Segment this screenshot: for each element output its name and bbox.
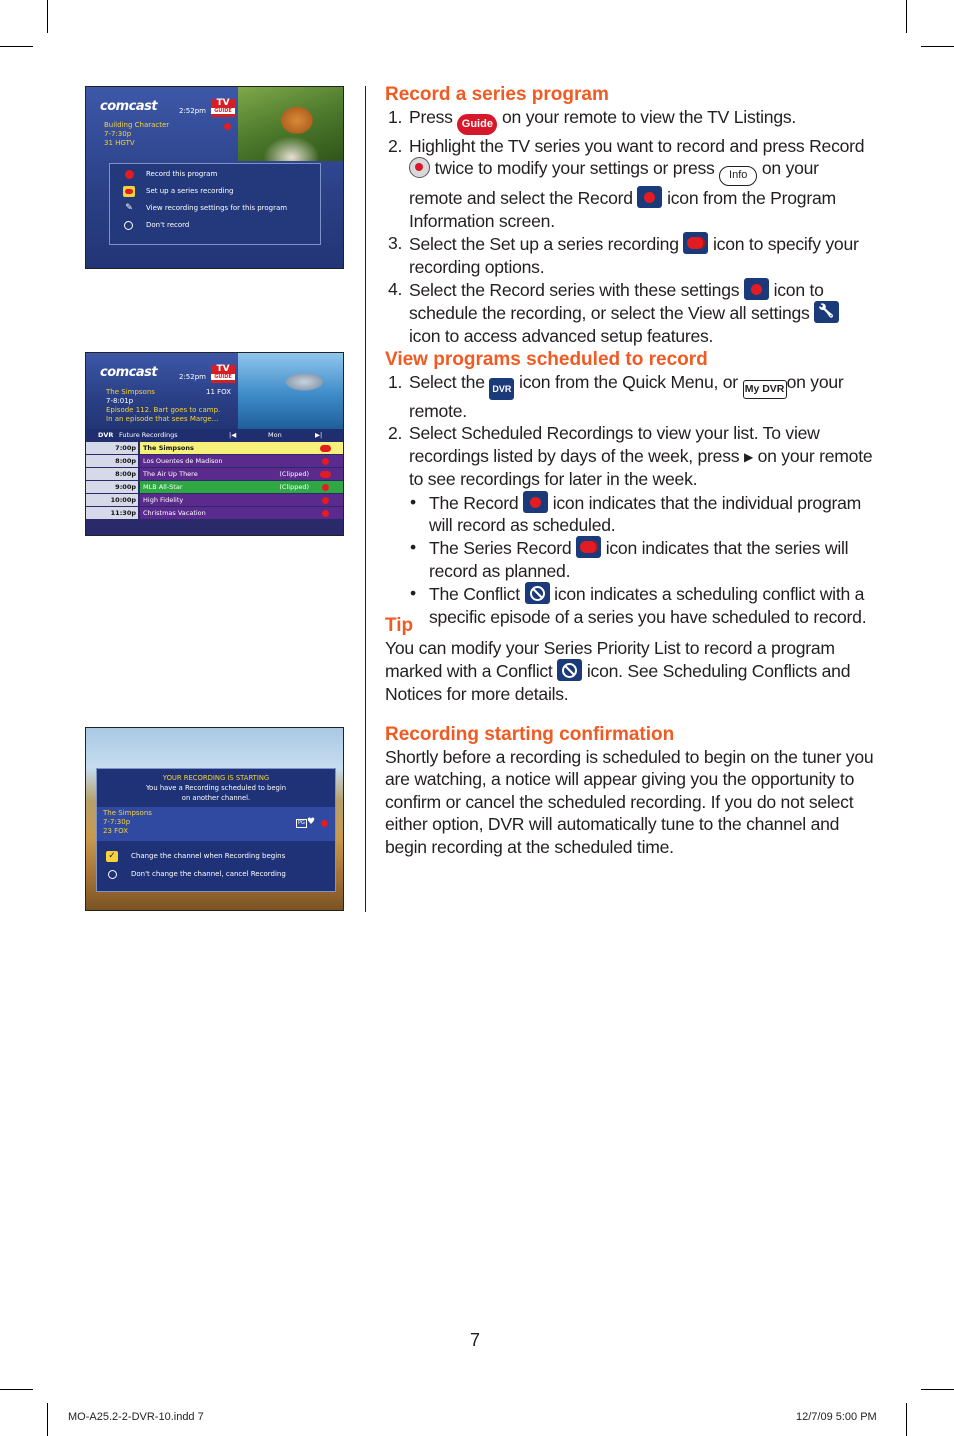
option-change-channel[interactable]: ✓ Change the channel when Recording begins [97,848,335,865]
bullet: • The Series Record icon indicates that the series will record as planned. [410,537,849,581]
program-description-2: In an episode that sees Marge... [106,415,219,423]
step: 2. Highlight the TV series you want to record and press Record twice to modify your settings or press Info on your remote and select the Record icon from the Program Information screen. [388,136,865,231]
table-row[interactable]: 11:30p Christmas Vacation [86,507,344,520]
dvr-icon: DVR [489,378,514,400]
menu-record-this[interactable]: Record this program [110,166,320,183]
footer-date: 12/7/09 5:00 PM [796,1411,877,1423]
table-row[interactable]: 8:00p Los Ouentes de Madison [86,455,344,468]
tv-guide-logo: TV GUIDE [211,365,235,383]
screenshot-record-menu [85,86,344,269]
record-button-icon [409,157,430,178]
prev-day-icon[interactable]: |◀ [229,431,237,439]
dialog-title: YOUR RECORDING IS STARTING [162,774,270,782]
program-time: 7-7:30p [103,818,131,826]
table-row[interactable]: 7:00p The Simpsons [86,442,344,455]
column-divider [365,86,366,912]
wrench-icon [814,301,839,323]
series-record-icon [123,186,135,197]
favorite-icon: ♥ [307,817,316,827]
section-heading: Tip [385,615,414,636]
record-icon [322,484,329,491]
screenshot-future-recordings [85,352,344,536]
series-record-icon [320,445,331,452]
section-heading: Record a series program [385,84,609,105]
comcast-logo: comcast [100,365,158,380]
fox-photo [238,87,344,161]
tip-text: You can modify your Series Priority List to record a program marked with a Conflict icon. See Scheduling Conflicts and Notices for more details. [385,638,851,704]
record-icon [744,278,769,300]
program-title: The Simpsons [103,809,152,817]
record-options-menu [109,163,321,245]
conflict-icon [124,221,133,230]
menu-view-settings[interactable]: ✎ View recording settings for this program [110,200,320,217]
record-icon [321,820,328,827]
step: 4. Select the Record series with these settings icon to schedule the recording, or select the View all settings 🔧 icon to access advanced setup features. [385,278,875,347]
clock: 2:52pm [179,107,206,115]
checkmark-icon: ✓ [106,851,118,862]
program-title: The Simpsons [106,388,155,396]
dolphin-photo [238,353,344,429]
conflict-icon [525,582,550,604]
program-description-1: Episode 112. Bart goes to camp. [106,406,221,414]
record-icon [322,458,329,465]
my-dvr-button-icon: My DVR [743,380,787,399]
program-time: 7-7:30p [104,130,132,138]
footer-file: MO-A25.2-2-DVR-10.indd 7 [68,1411,204,1423]
screenshot-recording-starting [85,727,344,911]
page-number: 7 [470,1330,481,1350]
conflict-icon [108,870,117,879]
tip-section [385,615,875,705]
future-recordings-bar: DVR Future Recordings |◀ Mon ▶| [86,429,344,441]
table-row[interactable]: 10:00p High Fidelity [86,494,344,507]
record-icon [523,491,548,513]
step: 1. Press Guide on your remote to view the TV Listings. [385,106,875,135]
program-channel: 11 FOX [206,388,232,396]
guide-button-icon: Guide [457,114,497,135]
record-dot [224,123,231,130]
info-button-icon: Info [719,166,757,186]
dialog-message-2: on another channel. [181,794,251,802]
program-time: 7-8:01p [106,397,134,405]
step: 2. Select Scheduled Recordings to view your list. To view recordings listed by days of the week, press ▶ on your remote to see recordings for later in the week. [388,423,873,490]
dialog-message-1: You have a Recording scheduled to begin [145,784,287,792]
clock: 2:52pm [179,373,206,381]
option-cancel-recording[interactable]: Don't change the channel, cancel Recording [97,866,335,883]
tv-guide-logo: TV GUIDE [211,99,235,117]
record-icon [637,186,662,208]
section-heading: View programs scheduled to record [385,349,708,370]
series-record-icon [320,471,331,478]
table-row[interactable]: 9:00p MLB All-Star (Clipped) [86,481,344,494]
record-icon [125,170,134,179]
record-icon [322,497,329,504]
table-row[interactable]: 8:00p The Air Up There (Clipped) [86,468,344,481]
wrench-icon: ✎ [125,203,133,213]
program-channel: 23 FOX [103,827,129,835]
menu-dont-record[interactable]: Don't record [110,217,320,234]
program-title: Building Character [104,121,170,129]
rating-badge: PG [298,820,305,826]
section-heading: Recording starting confirmation [385,724,675,745]
step: 3. Select the Set up a series recording icon to specify your recording options. [388,233,859,277]
program-channel: 31 HGTV [104,139,135,147]
series-record-icon [576,536,601,558]
step: 1. Select the DVR icon from the Quick Menu, or My DVR on your remote. [388,372,844,421]
recording-starting-dialog [96,768,336,892]
play-arrow-icon: ▶ [743,449,753,464]
record-icon [322,510,329,517]
bullet: • The Conflict icon indicates a scheduling conflict with a specific episode of a series you have scheduled to record. [410,583,867,627]
confirmation-text: Shortly before a recording is scheduled to begin on the tuner you are watching, a notice will appear giving you the opportunity to confirm or cancel the scheduled recording. If you do not select either option, DVR will automatically tune to the channel and begin recording at the scheduled time. [385,747,874,857]
comcast-logo: comcast [100,99,158,114]
menu-series-recording[interactable]: Set up a series recording [110,183,320,200]
conflict-icon [557,659,582,681]
bullet: • The Record icon indicates that the individual program will record as scheduled. [410,491,862,536]
series-record-icon [683,232,708,254]
confirmation-section [385,724,875,858]
view-scheduled-section [385,349,875,628]
record-series-section [385,84,875,347]
next-day-icon[interactable]: ▶| [315,431,323,439]
